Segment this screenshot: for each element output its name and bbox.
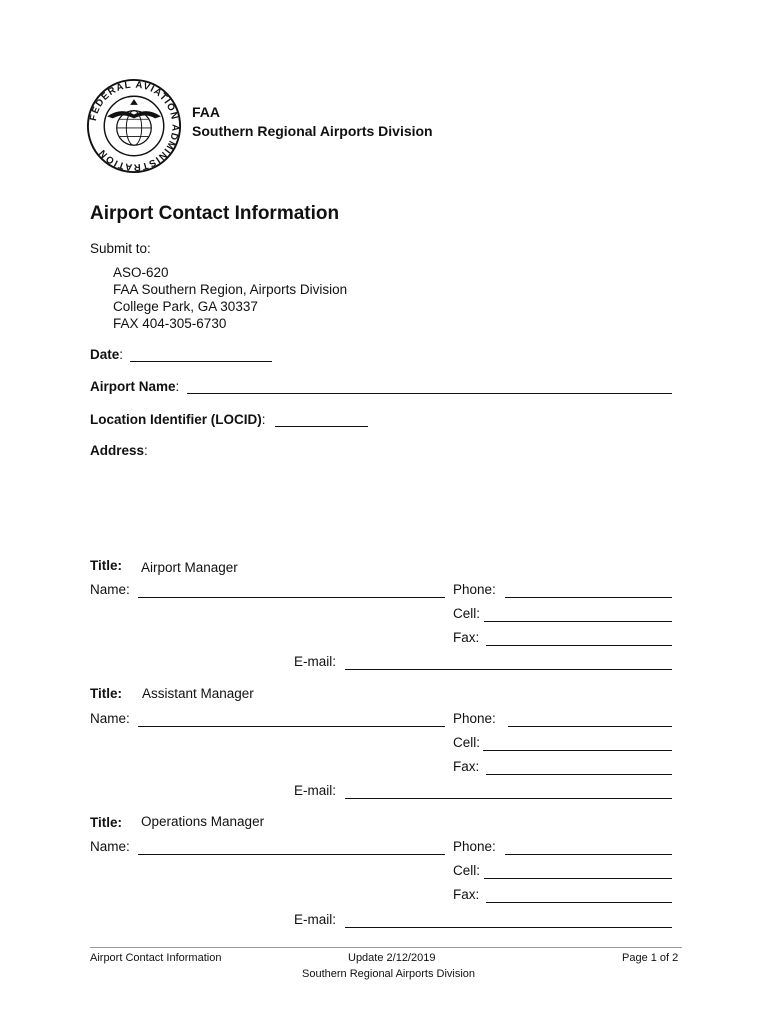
email-field[interactable] <box>345 910 672 928</box>
date-label-group <box>90 346 123 364</box>
cell-field[interactable] <box>484 604 672 622</box>
name-field[interactable] <box>138 837 445 855</box>
address-line: FAX 404-305-6730 <box>113 316 227 331</box>
address-field[interactable] <box>90 462 672 552</box>
name-label: Name: <box>90 711 130 726</box>
address-label: Address <box>90 443 145 458</box>
phone-label: Phone: <box>453 839 496 854</box>
cell-label: Cell: <box>453 735 481 750</box>
form-title: Airport Contact Information <box>90 203 340 224</box>
airport-name-colon: : <box>175 379 180 394</box>
cell-field[interactable] <box>483 733 672 751</box>
fax-label: Fax: <box>453 887 480 902</box>
date-field[interactable] <box>130 344 272 362</box>
footer-update-date: Update 2/12/2019 <box>348 952 436 964</box>
name-label: Name: <box>90 839 130 854</box>
title-label: Title: <box>90 558 123 573</box>
name-field[interactable] <box>138 709 445 727</box>
footer-division: Southern Regional Airports Division <box>302 968 476 980</box>
locid-colon: : <box>261 412 266 427</box>
phone-field[interactable] <box>508 709 672 727</box>
address-label-group <box>90 442 148 460</box>
footer-doc-title: Airport Contact Information <box>90 952 222 964</box>
email-label: E-mail: <box>294 654 337 669</box>
address-colon: : <box>144 443 148 458</box>
airport-name-label-group <box>90 378 179 396</box>
email-field[interactable] <box>345 781 672 799</box>
address-line: College Park, GA 30337 <box>113 299 258 314</box>
name-label: Name: <box>90 582 130 597</box>
email-field[interactable] <box>345 652 672 670</box>
phone-label: Phone: <box>453 711 496 726</box>
cell-label: Cell: <box>453 863 481 878</box>
cell-label: Cell: <box>453 606 481 621</box>
title-label: Title: <box>90 815 123 830</box>
title-value: Airport Manager <box>141 560 238 575</box>
airport-name-field[interactable] <box>187 376 672 394</box>
submit-to-label: Submit to: <box>90 241 151 256</box>
title-value: Operations Manager <box>141 814 265 829</box>
email-label: E-mail: <box>294 783 337 798</box>
title-label: Title: <box>90 686 123 701</box>
phone-label: Phone: <box>453 582 496 597</box>
title-value: Assistant Manager <box>142 686 254 701</box>
fax-field[interactable] <box>486 757 672 775</box>
address-line: FAA Southern Region, Airports Division <box>113 282 348 297</box>
airport-name-label: Airport Name <box>90 379 176 394</box>
footer-page-number: Page 1 of 2 <box>622 952 679 964</box>
cell-field[interactable] <box>484 861 672 879</box>
svg-text:FEDERAL AVIATION ADMINISTRATIO: FEDERAL AVIATION ADMINISTRATION <box>87 79 181 173</box>
phone-field[interactable] <box>505 580 672 598</box>
fax-field[interactable] <box>486 885 672 903</box>
footer-divider <box>90 947 682 948</box>
phone-field[interactable] <box>505 837 672 855</box>
email-label: E-mail: <box>294 912 337 927</box>
fax-label: Fax: <box>453 759 480 774</box>
address-line: ASO-620 <box>113 265 169 280</box>
date-colon: : <box>119 347 124 362</box>
fax-field[interactable] <box>486 628 672 646</box>
faa-seal-logo <box>86 78 182 174</box>
org-name: FAA <box>192 104 220 120</box>
locid-label-group <box>90 411 266 429</box>
name-field[interactable] <box>138 580 445 598</box>
division-name: Southern Regional Airports Division <box>192 123 433 139</box>
date-label: Date <box>90 347 120 362</box>
fax-label: Fax: <box>453 630 480 645</box>
locid-label: Location Identifier (LOCID) <box>90 412 262 427</box>
locid-field[interactable] <box>275 409 368 427</box>
